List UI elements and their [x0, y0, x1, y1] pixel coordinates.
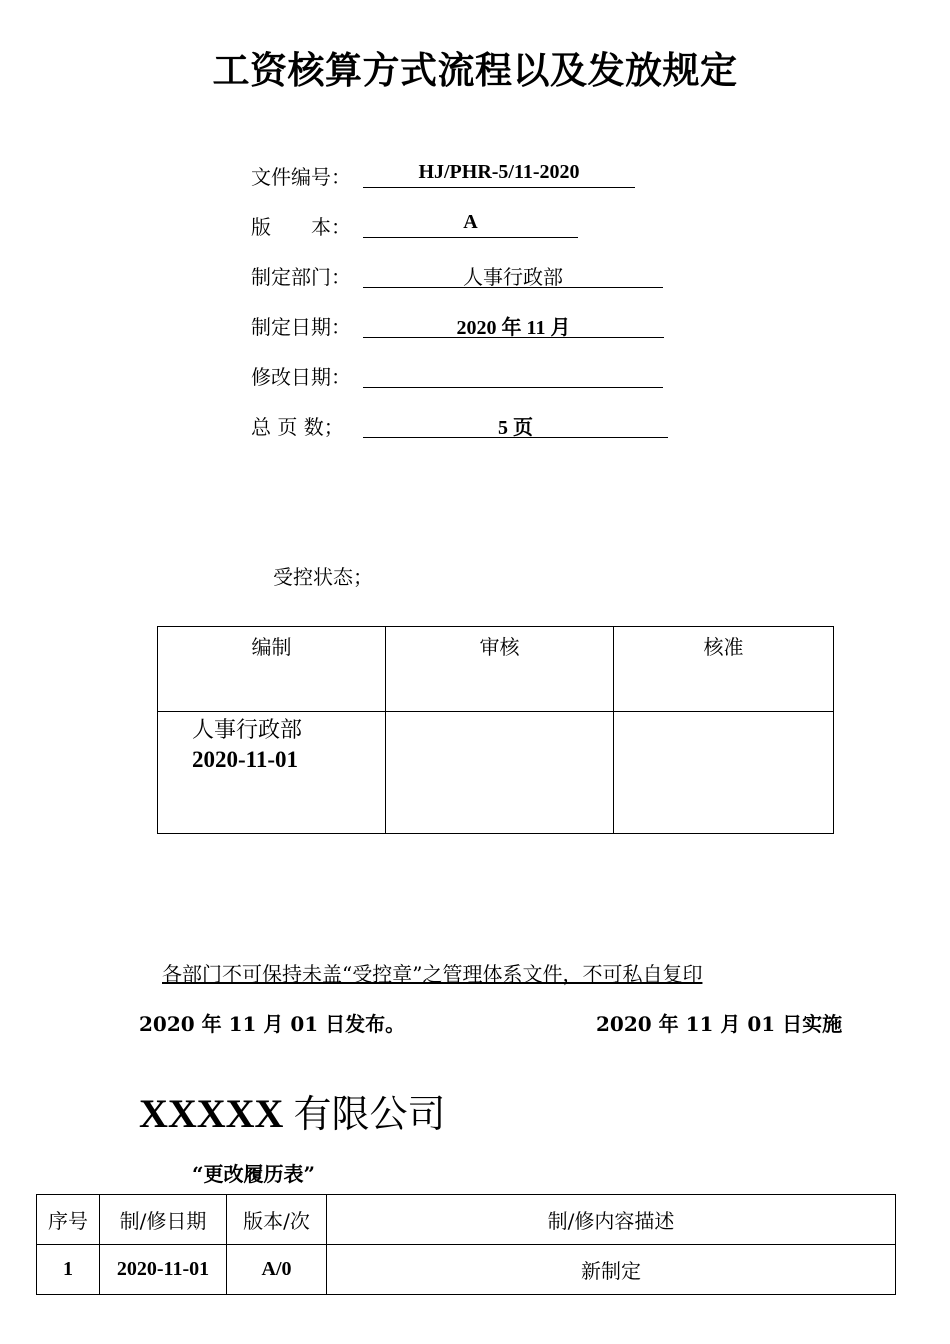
- pages-value: 5 页: [363, 411, 668, 438]
- dept-value: 人事行政部: [363, 261, 663, 288]
- history-row-desc: 新制定: [327, 1245, 896, 1295]
- sign-table: [157, 626, 834, 834]
- document-title: 工资核算方式流程以及发放规定: [212, 49, 738, 92]
- doc-no-label: 文件编号：: [251, 165, 351, 189]
- modified-label: 修改日期：: [251, 365, 351, 389]
- control-status: 受控状态；: [273, 565, 373, 589]
- copy-notice: 各部门不可保持未盖“受控章”之管理体系文件，不可私自复印: [162, 962, 703, 986]
- doc-no-value: HJ/PHR-5/11-2020: [363, 161, 635, 188]
- history-table: [36, 1194, 896, 1295]
- publish-date: 2020 年 11 月 01 日发布。: [139, 1012, 406, 1036]
- date-value: 2020 年 11 月: [363, 311, 664, 338]
- history-title: “更改履历表”: [192, 1162, 316, 1186]
- company-name: [139, 1083, 445, 1138]
- history-header-date: 制/修日期: [100, 1195, 227, 1245]
- company-latin: XXXXX: [139, 1091, 284, 1136]
- sign-body-row: [158, 712, 834, 834]
- version-value: A: [363, 211, 578, 238]
- implement-date: 2020 年 11 月 01 日实施: [596, 1012, 843, 1036]
- table-row: [37, 1245, 896, 1295]
- pages-label: 总 页 数；: [251, 415, 344, 439]
- history-row-version: A/0: [227, 1245, 327, 1295]
- history-row-date: 2020-11-01: [100, 1245, 227, 1295]
- version-label: 版 本：: [251, 215, 351, 239]
- sign-header-row: [158, 627, 834, 712]
- history-header-desc: 制/修内容描述: [327, 1195, 896, 1245]
- approve-cell: [614, 712, 834, 834]
- dept-label: 制定部门：: [251, 265, 351, 289]
- history-row-no: 1: [37, 1245, 100, 1295]
- header-review: 审核: [386, 627, 614, 712]
- company-cn: 有限公司: [293, 1092, 446, 1136]
- compile-cell: [158, 712, 386, 834]
- history-header-no: 序号: [37, 1195, 100, 1245]
- compiler-date: 2020-11-01: [192, 747, 299, 772]
- header-compile: 编制: [158, 627, 386, 712]
- date-label: 制定日期：: [251, 315, 351, 339]
- compiler-dept: 人事行政部: [192, 718, 303, 743]
- header-approve: 核准: [614, 627, 834, 712]
- history-header-row: [37, 1195, 896, 1245]
- review-cell: [386, 712, 614, 834]
- modified-value: [363, 361, 663, 388]
- history-header-version: 版本/次: [227, 1195, 327, 1245]
